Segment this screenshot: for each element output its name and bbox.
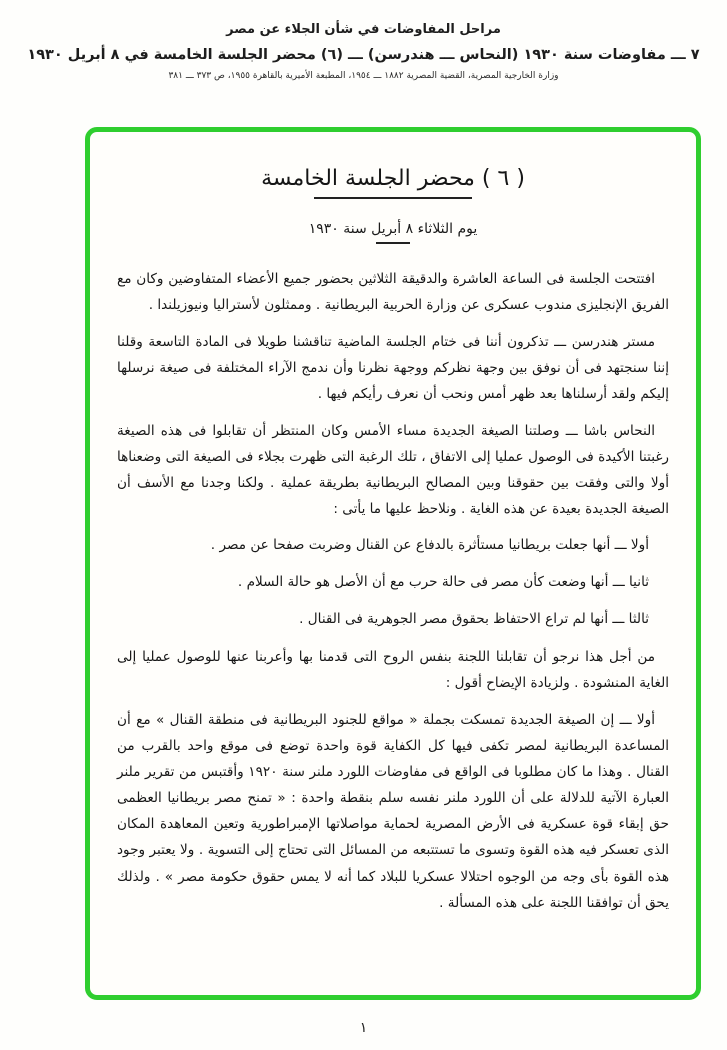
date-underline xyxy=(376,242,410,244)
source-citation: وزارة الخارجية المصرية، القضية المصرية ١٨٨٢ ـــ ١٩٥٤، المطبعة الأميرية بالقاهرة ١٩٥٥، ص ٣٧٣ ـــ ٣٨١ xyxy=(168,71,559,81)
page-header xyxy=(0,22,727,81)
paragraph-clarification: أولا ـــ إن الصيغة الجديدة تمسكت بجملة « مواقع للجنود البريطانية فى منطقة القنال » مع أن المساعدة البريطانية لمصر تكفى فيها كل الكفاية قوة واحدة توضع فى موقع واحد بالقرب من القنال . وهذا ما كان مطلوبا فى الواقع فى مفاوضات اللورد ملنر سنة ١٩٢٠ وأقتبس من تقرير ملنر العبارة الآتية للدلالة على أن اللورد ملنر نفسه سلم بنقطة واحدة : « تمنح مصر بريطانيا العظمى حق إبقاء قوة عسكرية فى الأرض المصرية لحماية مواصلاتها الإمبراطورية وتعين المعاهدة المكان الذى تعسكر فيه هذه القوة وتسوى ما تستتبعه من المسائل التى تحتاج إلى التسوية . ولا يعتبر وجود هذه القوة بأى وجه من الوجوه احتلالا عسكريا للبلاد كما أنه لا يمس حقوق حكومة مصر » . ولذلك يحق أن توافقنا اللجنة على هذه المسألة . xyxy=(117,712,669,911)
session-title: ( ٦ ) محضر الجلسة الخامسة xyxy=(261,166,525,191)
book-title: مراحل المفاوضات في شأن الجلاء عن مصر xyxy=(226,22,501,37)
highlight-frame xyxy=(85,127,701,1000)
list-item-first: أولا ـــ أنها جعلت بريطانيا مستأثرة بالدفاع عن القنال وضربت صفحا عن مصر . xyxy=(210,537,649,554)
paragraph-opening: افتتحت الجلسة فى الساعة العاشرة والدقيقة الثلاثين بحضور جميع الأعضاء المتفاوضين وكان مع الفريق الإنجليزى مندوب عسكرى عن وزارة الحربية البريطانية . وممثلون لأستراليا ونيوزيلندا . xyxy=(117,270,669,313)
list-item-third: ثالثا ـــ أنها لم تراع الاحتفاظ بحقوق مصر الجوهرية فى القنال . xyxy=(299,611,649,627)
chapter-subtitle: ٧ ـــ مفاوضات سنة ١٩٣٠ (النحاس ـــ هندرسن) ـــ (٦) محضر الجلسة الخامسة في ٨ أبريل ١٩٣٠ xyxy=(27,47,700,63)
title-underline xyxy=(314,197,472,199)
list-item-second: ثانيا ـــ أنها وضعت كأن مصر فى حالة حرب مع أن الأصل هو حالة السلام . xyxy=(237,574,649,591)
document-body xyxy=(117,266,669,916)
paragraph-nahhas: النحاس باشا ـــ وصلتنا الصيغة الجديدة مساء الأمس وكان المنتظر أن تقابلوا فى هذه الصيغة رغبتنا الأكيدة فى الوصول عمليا إلى الاتفاق ، تلك الرغبة التى ظهرت بجلاء فى الصيغة التى وضعناها أولا والتى وفقت بين حقوقنا وبين المصالح البريطانية بطريقة عملية . ولكنا وجدنا مع الأسف أن الصيغة الجديدة بعيدة عن هذه الغاية . ونلاحظ عليها ما يأتى : xyxy=(117,422,669,518)
session-date: يوم الثلاثاء ٨ أبريل سنة ١٩٣٠ xyxy=(308,221,478,237)
page-number: ١ xyxy=(359,1020,368,1036)
page-footer xyxy=(0,1017,727,1036)
paragraph-request: من أجل هذا نرجو أن تقابلنا اللجنة بنفس الروح التى قدمنا بها وأعربنا عنها للوصول عمليا إلى الغاية المنشودة . ولزيادة الإيضاح أقول : xyxy=(117,648,669,691)
paragraph-henderson: مستر هندرسن ـــ تذكرون أننا فى ختام الجلسة الماضية تناقشنا طويلا فى المادة التاسعة وقلنا إننا سنجتهد فى أن نوفق بين وجهة نظركم ووجهة نظرنا وأن ندمج الآراء المختلفة فى صيغة نرسلها إليكم ولقد أرسلناها بعد ظهر أمس ونحب أن نعرف رأيكم فيها . xyxy=(117,333,669,402)
